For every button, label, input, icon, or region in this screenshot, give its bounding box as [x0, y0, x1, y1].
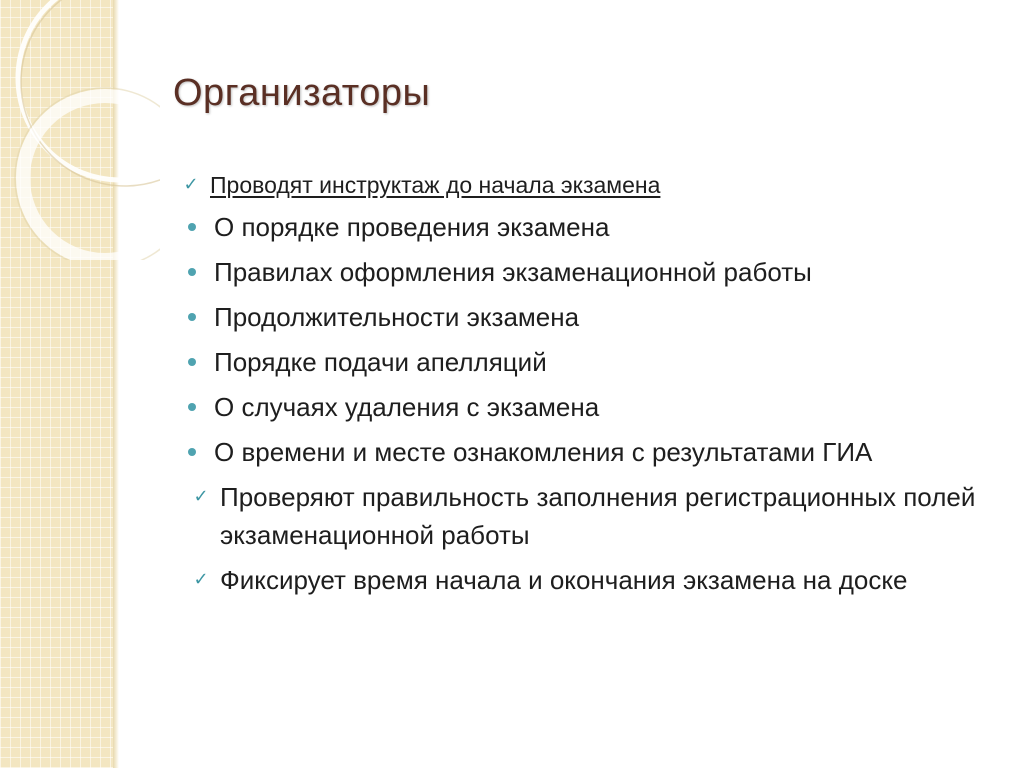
- list-item: [172, 433, 992, 471]
- list-item-text: Проводят инструктаж до начала экзамена: [210, 172, 661, 198]
- list-item-text: О порядке проведения экзамена: [214, 212, 610, 242]
- bullet-dot-icon: [182, 298, 202, 321]
- list-item: [172, 253, 992, 291]
- checkmark-icon: ✓: [193, 569, 209, 590]
- list-item-text: О случаях удаления с экзамена: [214, 392, 600, 422]
- list-item: [172, 388, 992, 426]
- bullet-dot-icon: [182, 388, 202, 411]
- bullet-dot-icon: [182, 208, 202, 231]
- checkmark-icon: ✓: [183, 174, 199, 195]
- list-item: [172, 208, 992, 246]
- list-item-text: Порядке подачи апелляций: [214, 347, 547, 377]
- slide-title: Организаторы: [173, 72, 431, 114]
- list-item-text: Продолжительности экзамена: [214, 302, 580, 332]
- list-item: [172, 343, 992, 381]
- list-item-text: О времени и месте ознакомления с результатами ГИА: [214, 437, 873, 467]
- slide-content: [172, 168, 992, 599]
- bullet-dot-icon: [182, 433, 202, 456]
- bullet-dot-icon: [182, 343, 202, 366]
- list-item: [172, 168, 992, 202]
- list-item: [172, 561, 992, 599]
- checkmark-icon: ✓: [193, 486, 209, 507]
- decorative-circles: [0, 0, 160, 260]
- list-item: [172, 478, 992, 554]
- list-item: [172, 298, 992, 336]
- list-item-text: Правилах оформления экзаменационной работы: [214, 257, 812, 287]
- list-item-text: Проверяют правильность заполнения регистрационных полей экзаменационной работы: [220, 482, 976, 550]
- bullet-dot-icon: [182, 253, 202, 276]
- list-item-text: Фиксирует время начала и окончания экзамена на доске: [220, 565, 908, 595]
